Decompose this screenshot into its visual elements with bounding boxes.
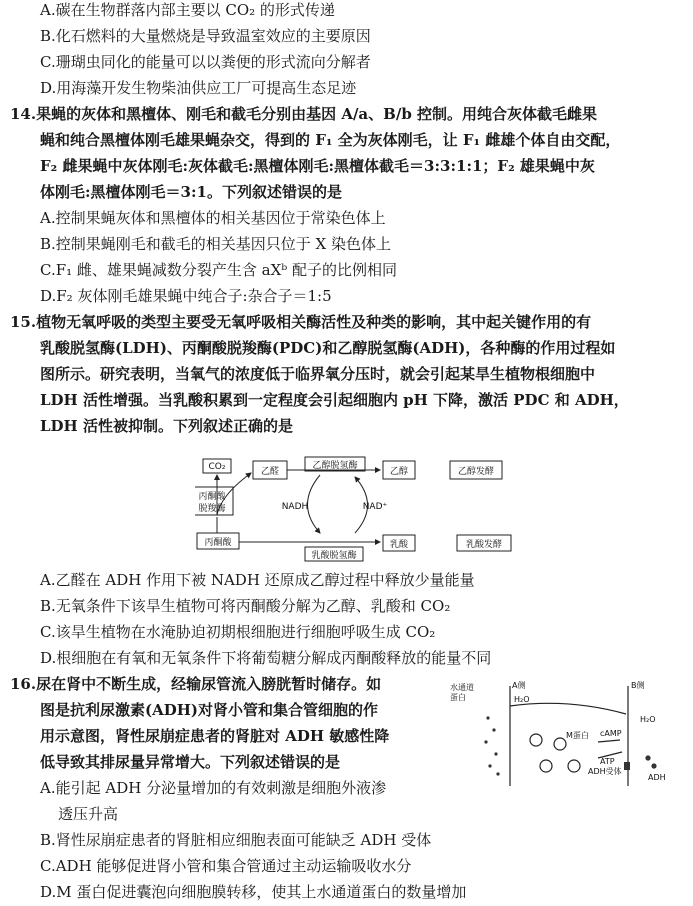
q15-option-a: A.乙醛在 ADH 作用下被 NADH 还原成乙醇过程中释放少量能量	[40, 571, 475, 589]
pdc-label-line-2: 脱羧酶	[198, 504, 226, 514]
camp-label: cAMP	[600, 729, 622, 738]
q14-stem-line-3: F₂ 雌果蝇中灰体刚毛:灰体截毛:黑檀体刚毛:黑檀体截毛＝3:3:1:1；F₂ 雄果蝇中灰	[40, 157, 595, 175]
adh-label: ADH	[648, 773, 666, 782]
h2o-left-label: H₂O	[514, 695, 530, 704]
protein-label: 蛋白	[450, 693, 466, 702]
q14-stem-line-4: 体刚毛:黑檀体刚毛＝3:1。下列叙述错误的是	[40, 183, 342, 201]
ldh-enzyme-label: 乳酸脱氢酶	[311, 551, 357, 561]
water-flow-arrow	[510, 703, 626, 714]
q14-option-a: A.控制果蝇灰体和黑檀体的相关基因位于常染色体上	[40, 209, 386, 227]
q15-stem-line-2: 乳酸脱氢酶(LDH)、丙酮酸脱羧酶(PDC)和乙醇脱氢酶(ADH)，各种酶的作用过程如	[40, 339, 616, 357]
adh-enzyme-label: 乙醇脱氢酶	[312, 461, 358, 471]
q16-stem-line-1: 16.尿在肾中不断生成，经输尿管流入膀胱暂时储存。如	[10, 675, 382, 693]
q16-option-b: B.肾性尿崩症患者的肾脏相应细胞表面可能缺乏 ADH 受体	[40, 831, 432, 849]
ethanol-label: 乙醇	[389, 467, 409, 477]
q13-option-c: C.珊瑚虫同化的能量可以以粪便的形式流向分解者	[40, 53, 371, 71]
a-side-label: A侧	[512, 681, 526, 690]
q16-option-a-line-1: A.能引起 ADH 分泌量增加的有效刺激是细胞外液渗	[40, 779, 387, 797]
q16-option-a-line-2: 透压升高	[58, 805, 119, 823]
q14-option-b: B.控制果蝇刚毛和截毛的相关基因只位于 X 染色体上	[40, 235, 392, 253]
q14-stem-line-1: 14.果蝇的灰体和黑檀体、刚毛和截毛分别由基因 A/a、B/b 控制。用纯合灰体截毛雌果	[10, 105, 598, 123]
q14-option-d: D.F₂ 灰体刚毛雄果蝇中纯合子:杂合子＝1:5	[40, 287, 332, 305]
vesicle	[540, 760, 552, 772]
q16-stem-line-3: 用示意图，肾性尿崩症患者的肾脏对 ADH 敏感性降	[40, 727, 390, 745]
adh-molecule	[645, 755, 650, 760]
atp-label: ATP	[600, 757, 615, 766]
vesicle	[530, 734, 542, 746]
q15-option-b: B.无氧条件下该旱生植物可将丙酮酸分解为乙醇、乳酸和 CO₂	[40, 597, 451, 615]
h2o-right-label: H₂O	[640, 715, 656, 724]
adh-molecule	[651, 763, 656, 768]
vesicle	[554, 738, 566, 750]
adh-kidney-cell-diagram	[448, 678, 678, 788]
q16-stem-line-4: 低导致其排尿量异常增大。下列叙述错误的是	[40, 753, 341, 771]
lactate-label: 乳酸	[389, 540, 409, 550]
m-protein-label: M蛋白	[566, 731, 589, 740]
b-side-label: B侧	[631, 681, 645, 690]
q13-option-b: B.化石燃料的大量燃烧是导致温室效应的主要原因	[40, 27, 371, 45]
q15-stem-line-4: LDH 活性增强。当乳酸积累到一定程度会引起细胞内 pH 下降，激活 PDC 和 ADH，	[40, 391, 629, 409]
q15-stem-line-5: LDH 活性被抑制。下列叙述正确的是	[40, 417, 293, 435]
q15-option-d: D.根细胞在有氧和无氧条件下将葡萄糖分解成丙酮酸释放的能量不同	[40, 649, 492, 667]
adh-receptor	[624, 762, 630, 770]
channel-label: 水通道	[450, 683, 474, 692]
pyruvate-label: 丙酮酸	[204, 538, 232, 548]
nad-label: NAD⁺	[362, 502, 388, 512]
co2-label: CO₂	[208, 462, 226, 472]
q16-option-c: C.ADH 能够促进肾小管和集合管通过主动运输吸收水分	[40, 857, 412, 875]
q14-stem-line-2: 蝇和纯合黑檀体刚毛雄果蝇杂交，得到的 F₁ 全为灰体刚毛，让 F₁ 雌雄个体自由交配，	[40, 131, 621, 149]
ethanol-fermentation-label: 乙醇发酵	[457, 467, 495, 477]
lactate-fermentation-label: 乳酸发酵	[465, 540, 503, 550]
vesicle	[568, 760, 580, 772]
anaerobic-respiration-diagram	[195, 455, 520, 563]
q16-option-d: D.M 蛋白促进囊泡向细胞膜转移，使其上水通道蛋白的数量增加	[40, 883, 467, 901]
q15-stem-line-1: 15.植物无氧呼吸的类型主要受无氧呼吸相关酶活性及种类的影响，其中起关键作用的有	[10, 313, 592, 331]
nadh-label: NADH	[281, 502, 309, 512]
acetaldehyde-label: 乙醛	[260, 467, 280, 477]
q13-option-a: A.碳在生物群落内部主要以 CO₂ 的形式传递	[40, 1, 335, 19]
adh-receptor-label: ADH受体	[588, 767, 622, 776]
q13-option-d: D.用海藻开发生物柴油供应工厂可提高生态足迹	[40, 79, 357, 97]
pdc-label-line-1: 丙酮酸	[198, 492, 226, 502]
q14-option-c: C.F₁ 雌、雄果蝇减数分裂产生含 aXᵇ 配子的比例相同	[40, 261, 398, 279]
q15-option-c: C.该旱生植物在水淹胁迫初期根细胞进行细胞呼吸生成 CO₂	[40, 623, 436, 641]
q16-stem-line-2: 图是抗利尿激素(ADH)对肾小管和集合管细胞的作	[40, 701, 379, 719]
q15-stem-line-3: 图所示。研究表明，当氧气的浓度低于临界氧分压时，就会引起某旱生植物根细胞中	[40, 365, 596, 383]
